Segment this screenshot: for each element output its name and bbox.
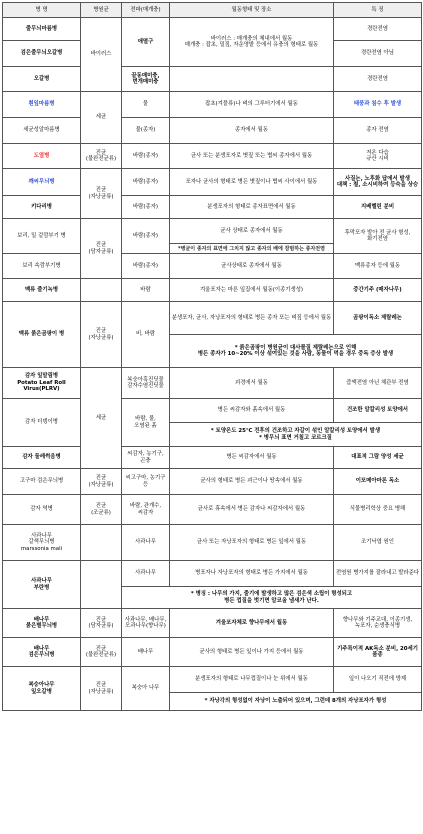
table-header-row xyxy=(3,3,422,18)
pathogen-line: (조균류) xyxy=(91,509,111,516)
feature-line: 향나무와 기주교대, 이종기생, xyxy=(342,616,413,623)
vector-cell: 사과나무 xyxy=(122,561,170,587)
pathogen-cell: 세균 xyxy=(81,92,122,144)
disease-table-page xyxy=(0,2,423,834)
feature-cell: 조기낙엽 원인 xyxy=(334,525,422,561)
vector-line: 번개매미충 xyxy=(132,79,159,85)
disease-name: 맥류 붉은곰팡이 병 xyxy=(3,302,81,368)
name-line: marssonia mali xyxy=(20,545,63,552)
spread-cell xyxy=(170,18,334,67)
table-row xyxy=(3,18,422,41)
name-line: Potato Leaf Roll xyxy=(17,379,66,386)
name-line: 사과나무 xyxy=(31,532,52,539)
name-line: 배나무 xyxy=(33,645,50,652)
spread-cell: 괴경에서 월동 xyxy=(170,368,334,399)
feature-cell: 중간기주 (매자나무) xyxy=(334,279,422,302)
table-row xyxy=(3,196,422,219)
feature-cell: 지베렐린 분비 xyxy=(334,196,422,219)
spread-cell: 균사의 형태로 병든 잎이나 가지 등에서 월동 xyxy=(170,638,334,667)
vector-cell: 애멸구 xyxy=(122,18,170,67)
disease-name xyxy=(3,561,81,609)
pathogen-line: 진균 xyxy=(95,682,107,689)
pathogen-line: (자낭균류) xyxy=(88,193,114,200)
table-row xyxy=(3,469,422,495)
disease-name: 세균성알마름병 xyxy=(3,118,81,144)
pathogen-line: (불완전균류) xyxy=(85,652,117,658)
pathogen-cell xyxy=(81,169,122,219)
pathogen-line: 진균 xyxy=(95,328,107,335)
name-line: 감자 잎말림병 xyxy=(24,373,59,380)
pathogen-cell xyxy=(81,561,122,609)
feature-line: 사질논, 노후화 답에서 발생 xyxy=(345,175,410,182)
vector-cell: 비, 바람 xyxy=(122,302,170,368)
name-line: 부란병 xyxy=(33,584,50,591)
table-row xyxy=(3,118,422,144)
feature-cell: 식물병리학상 중요 병해 xyxy=(334,495,422,525)
disease-name: 도열병 xyxy=(3,144,81,169)
spread-cell: 겨울포자체로 향나무에서 월동 xyxy=(170,609,334,638)
pathogen-line: 진균 xyxy=(95,616,107,623)
header-pathogen: 병원균 xyxy=(81,3,122,18)
disease-name: 오갈병 xyxy=(3,67,81,92)
spread-cell: 균사 상태로 종자에서 월동 xyxy=(170,219,334,244)
spread-cell: 균사로 휴속에서 병든 감자나 씨감자에서 월동 xyxy=(170,495,334,525)
pathogen-cell xyxy=(81,609,122,638)
disease-name xyxy=(3,638,81,667)
vector-cell: 바람(종자) xyxy=(122,254,170,279)
vector-cell: 바람(종자) xyxy=(122,169,170,196)
note-cell xyxy=(170,423,422,447)
vector-line: 씨감자, 농기구, xyxy=(127,451,164,458)
disease-name: 깨씨무늬병 xyxy=(3,169,81,196)
vector-line: 바람, 물, xyxy=(135,416,156,423)
disease-name: 고구마 검은무늬병 xyxy=(3,469,81,495)
vector-cell xyxy=(122,67,170,92)
spread-cell: 종자에서 월동 xyxy=(170,118,334,144)
feature-line: 품종 xyxy=(372,652,383,658)
pathogen-line: (자낭균류) xyxy=(88,481,114,488)
spread-cell: 포자나 균사의 형태로 병든 볏짚이나 볍씨 사이에서 월동 xyxy=(170,169,334,196)
spread-line: 매개충 : 잡초, 밀짚, 자운영밭 등에서 유충의 형태로 월동 xyxy=(184,42,319,48)
pathogen-line: 진균 xyxy=(95,149,107,156)
disease-name xyxy=(3,368,81,399)
disease-name: 감자 역병 xyxy=(3,495,81,525)
vector-cell: 바람(종자) xyxy=(122,219,170,254)
feature-cell: 이포메아마론 독소 xyxy=(334,469,422,495)
note-line: * 병무늬 표면 거칠고 코르크질 xyxy=(259,434,332,441)
disease-name: 보리, 밀 겉깜부기 병 xyxy=(3,219,81,254)
feature-cell xyxy=(334,144,422,169)
pathogen-cell: 세균 xyxy=(81,368,122,469)
disease-name: 줄무늬마름병 xyxy=(3,18,81,41)
spread-cell: 병든 씨감자와 흙속에서 월동 xyxy=(170,399,334,423)
vector-line: 오염된 흙 xyxy=(134,422,157,429)
vector-cell xyxy=(122,469,170,495)
vector-cell xyxy=(122,609,170,638)
feature-cell xyxy=(334,638,422,667)
note-line: * 병징 : 나무의 가지, 줄기에 발생하고 많은 검은색 소립이 형성되고 xyxy=(190,591,353,598)
spread-cell xyxy=(170,67,334,92)
header-features: 특 징 xyxy=(334,3,422,18)
note-cell xyxy=(122,587,422,609)
pathogen-cell xyxy=(81,667,122,711)
disease-name: 검은줄무늬오갈병 xyxy=(3,41,81,67)
feature-cell: 경란전염 xyxy=(334,18,422,41)
table-row xyxy=(3,279,422,302)
spread-cell: 분생포자, 균사, 자낭포자의 형태로 병든 종자 또는 벼짚 등에서 월동 xyxy=(170,302,334,335)
name-line: 붉은별무늬병 xyxy=(25,623,58,629)
vector-line: 모과나무(향나무) xyxy=(125,623,166,629)
disease-name: 보리 속깜부기병 xyxy=(3,254,81,279)
pathogen-cell xyxy=(81,495,122,525)
name-line: Virus(PLRV) xyxy=(23,386,60,393)
spread-cell: 균사 또는 분생포자로 볏짚 또는 볍씨 종자에서 월동 xyxy=(170,144,334,169)
feature-line: 화기전염 xyxy=(367,236,388,242)
disease-name: 맥류 줄기녹병 xyxy=(3,279,81,302)
name-line: 배나무 xyxy=(33,616,50,623)
feature-cell: 맥류종자 등에 월동 xyxy=(334,254,422,279)
feature-cell: 건조한 알칼리성 토양에서 xyxy=(334,399,422,423)
vector-cell: 바람(종자) xyxy=(122,144,170,169)
feature-cell: 대표적 그람 양성 세균 xyxy=(334,447,422,469)
spread-cell: 겨울포자는 마른 잎집에서 월동(이종기생성) xyxy=(170,279,334,302)
pathogen-line: 진균 xyxy=(95,645,107,652)
name-line: 복숭아나무 xyxy=(28,682,55,689)
pathogen-cell xyxy=(81,525,122,561)
disease-name xyxy=(3,667,81,711)
table-row xyxy=(3,447,422,469)
table-row xyxy=(3,67,422,92)
pathogen-line: 진균 xyxy=(95,475,107,482)
disease-name: 감자 둘레썩음병 xyxy=(3,447,81,469)
note-cell: *병균이 종자의 표면에 그치지 않고 종자의 배에 잠범하는 종자전염 xyxy=(170,244,334,254)
feature-cell: 곰팡이독소 제랄레논 xyxy=(334,302,422,335)
pathogen-cell xyxy=(81,144,122,169)
spread-cell: 균사 또는 자낭포자의 형태로 병든 잎에서 월동 xyxy=(170,525,334,561)
pathogen-line: 진균 xyxy=(95,503,107,510)
disease-name xyxy=(3,609,81,638)
note-line: * 토양온도 25℃ 전후의 건조하고 자갈이 섞인 알칼리성 토양에서 발생 xyxy=(210,428,381,435)
feature-line: 기주특이적 AK독소 분비, 20세기 xyxy=(337,645,418,652)
vector-cell: 물(종자) xyxy=(122,118,170,144)
feature-line: 녹포자, 순생충식병 xyxy=(354,623,401,629)
feature-cell: 잎이 나오기 직전에 방제 xyxy=(334,667,422,693)
vector-cell: 사과나무 xyxy=(122,525,170,561)
feature-cell: 즙액전염 아닌 체관부 전염 xyxy=(334,368,422,399)
spread-line: 바이러스 : 매개충의 체내에서 월동 xyxy=(210,35,293,42)
spread-cell: 병든 씨감자에서 월동 xyxy=(170,447,334,469)
pathogen-cell xyxy=(81,279,122,302)
vector-line: 끝동매미충, xyxy=(131,72,160,79)
spread-cell: 분생포자의 형태로 나무껍질이나 눈 위에서 월동 xyxy=(170,667,334,693)
header-spread: 월동형태 및 장소 xyxy=(170,3,334,18)
vector-line: 바람, 관개수, xyxy=(129,503,162,510)
vector-line: 곤충 xyxy=(140,457,151,464)
vector-cell: 바람 xyxy=(122,279,170,302)
note-cell: * 자낭각의 형성없이 자낭이 노출되어 있으며, 그런데 8개의 자낭포자가 형성 xyxy=(170,693,422,711)
table-row xyxy=(3,561,422,587)
table-row xyxy=(3,92,422,118)
pathogen-line: (자낭균류) xyxy=(88,688,114,695)
spread-cell: 병포자나 자낭포자의 형태로 병든 가지에서 월동 xyxy=(170,561,334,587)
table-row xyxy=(3,254,422,279)
pathogen-cell xyxy=(81,302,122,368)
table-row xyxy=(3,368,422,399)
table-row xyxy=(3,525,422,561)
table-row xyxy=(3,667,422,693)
note-line: * 붉은곰팡이 병원균이 대사물질 제랄레논으로 인해 xyxy=(234,344,357,351)
vector-cell: 물 xyxy=(122,92,170,118)
spread-cell: 잡초(겨풀류)나 벼의 그루터기에서 월동 xyxy=(170,92,334,118)
spread-cell: 균사의 형태로 병든 괴근이나 땅속에서 월동 xyxy=(170,469,334,495)
feature-cell: 전염원 병가지를 잘라내고 발라준다 xyxy=(334,561,422,587)
name-line: 잎오갈병 xyxy=(31,688,52,695)
feature-line: 대책 : 철, 소시비하여 등숙을 상승 xyxy=(336,182,419,188)
vector-cell: 복숭아 나무 xyxy=(122,667,170,711)
vector-cell: 바람(종자) xyxy=(122,196,170,219)
pathogen-cell xyxy=(81,219,122,279)
feature-cell xyxy=(334,609,422,638)
pathogen-line: (담자균류) xyxy=(88,248,114,255)
pathogen-line: 진균 xyxy=(95,187,107,194)
note-line: 병든 껍질을 벗기면 알코올 냄새가 난다. xyxy=(224,597,319,604)
pathogen-line: 진균 xyxy=(95,242,107,249)
note-line: 병든 종자가 10~20% 이상 섞여있는 것을 사람, 동물이 먹을 경우 중독 증상 발생 xyxy=(197,351,394,357)
feature-line: 후막포자 발아 전 균사 형성, xyxy=(344,229,411,236)
disease-name: 키다리병 xyxy=(3,196,81,219)
table-row xyxy=(3,609,422,638)
table-row xyxy=(3,638,422,667)
name-line: 사과나무 xyxy=(31,578,52,585)
vector-line: 씨고구마, 농기구 xyxy=(125,475,166,482)
pathogen-cell xyxy=(81,469,122,495)
pathogen-cell xyxy=(81,638,122,667)
header-disease: 병 명 xyxy=(3,3,81,18)
header-vector: 전파(매개충) xyxy=(122,3,170,18)
pathogen-line: (담자균류) xyxy=(88,623,114,629)
table-row xyxy=(3,302,422,335)
vector-cell xyxy=(122,495,170,525)
table-row xyxy=(3,399,422,423)
vector-cell xyxy=(122,368,170,399)
disease-table xyxy=(2,2,422,711)
spread-cell: 균사상태로 종자에서 월동 xyxy=(170,254,334,279)
vector-cell xyxy=(122,399,170,447)
feature-line: 저온 다습 xyxy=(366,149,389,156)
pathogen-line: (불완전균류) xyxy=(85,156,117,162)
feature-line: 규산 시비 xyxy=(366,156,389,162)
table-row xyxy=(3,219,422,244)
feature-cell: 경란전염 아님 xyxy=(334,41,422,67)
vector-line: 감자수염진딧물 xyxy=(127,383,164,389)
name-line: 검은무늬병 xyxy=(28,652,55,658)
table-row xyxy=(3,495,422,525)
pathogen-cell: 바이러스 xyxy=(81,18,122,92)
vector-line: 사과나무, 배나무, xyxy=(124,616,167,623)
feature-cell xyxy=(334,169,422,196)
table-row xyxy=(3,169,422,196)
table-row xyxy=(3,144,422,169)
pathogen-line: (자낭균류) xyxy=(88,334,114,341)
disease-name: 감자 더뎅이병 xyxy=(3,399,81,447)
vector-line: 복숭아혹진딧물 xyxy=(127,376,164,383)
disease-name xyxy=(3,525,81,561)
feature-cell: 종자 전염 xyxy=(334,118,422,144)
feature-cell xyxy=(334,219,422,254)
disease-name: 흰잎마름병 xyxy=(3,92,81,118)
vector-cell xyxy=(122,447,170,469)
feature-cell: 경란전염 xyxy=(334,67,422,92)
feature-cell: 태풍과 침수 후 발생 xyxy=(334,92,422,118)
name-line: 갈색무늬병 xyxy=(28,539,55,546)
spread-cell: 분생포자의 형태로 종자표면에서 월동 xyxy=(170,196,334,219)
note-cell xyxy=(170,335,422,368)
vector-line: 씨감자 xyxy=(137,509,154,516)
vector-cell: 배나무 xyxy=(122,638,170,667)
vector-line: 등 xyxy=(142,481,149,488)
